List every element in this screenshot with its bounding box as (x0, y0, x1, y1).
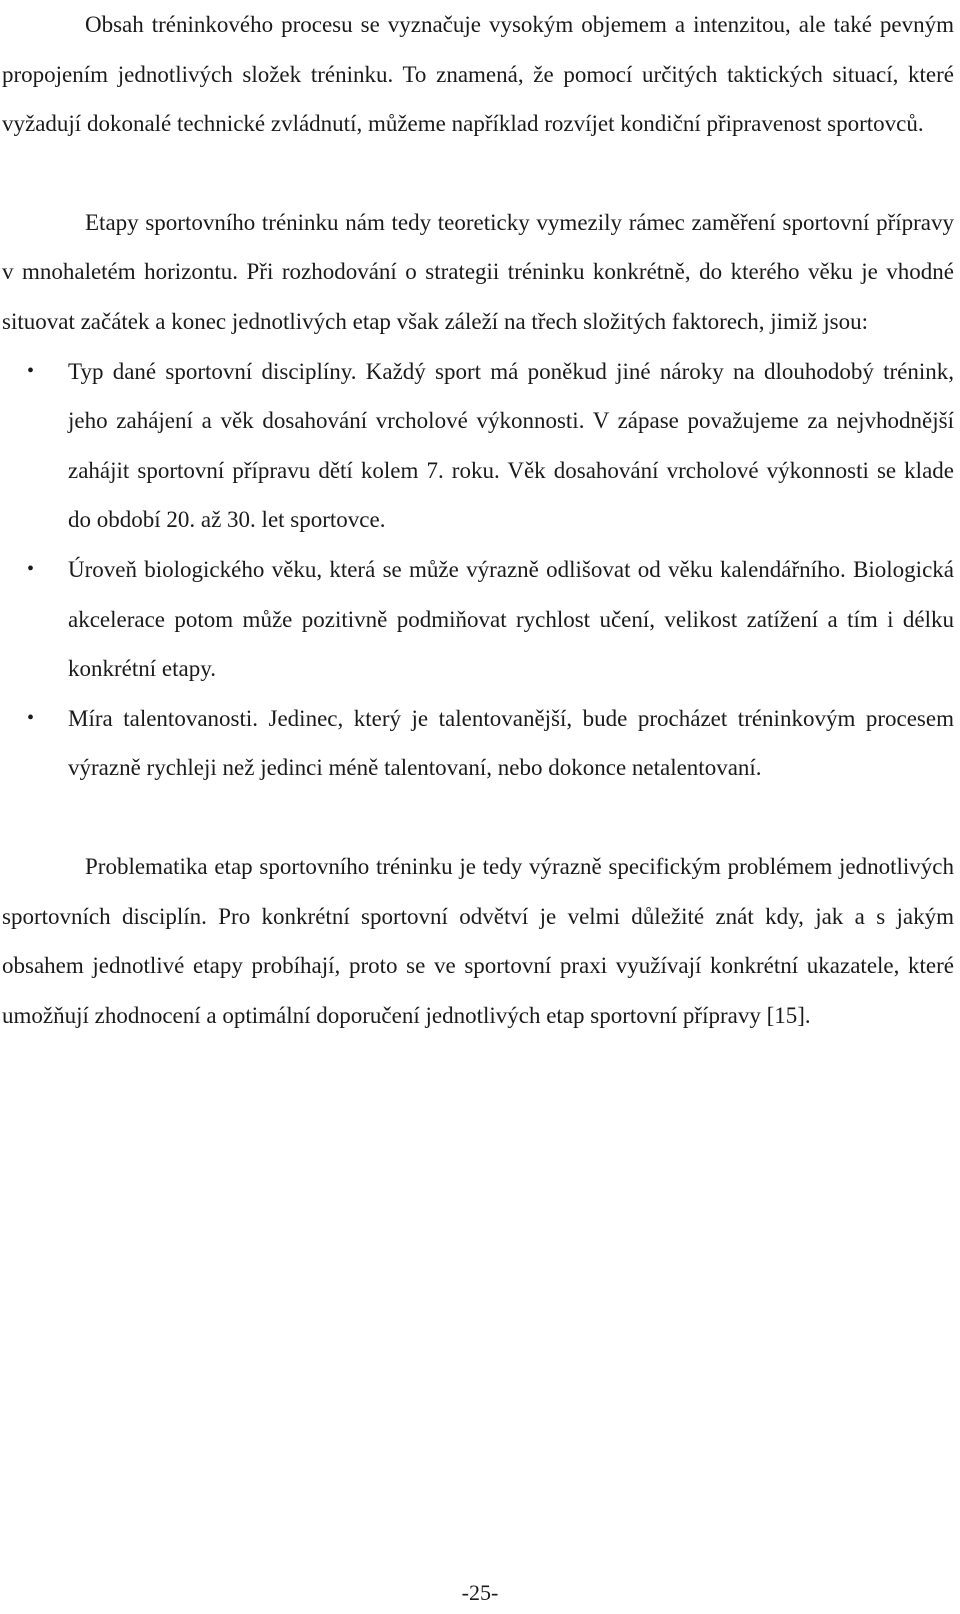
paragraph-spacer (2, 793, 954, 842)
list-item-text: Míra talentovanosti. Jedinec, který je talentovanější, bude procházet tréninkovým procesem výrazně rychleji než jedinci méně talentovaní, nebo dokonce netalentovaní. (68, 705, 954, 781)
list-item (2, 694, 954, 793)
factor-list (2, 347, 954, 793)
paragraph-training-content: Obsah tréninkového procesu se vyznačuje vysokým objemem a intenzitou, ale také pevným propojením jednotlivých složek tréninku. To znamená, že pomocí určitých taktických situací, které vyžadují dokonalé technické zvládnutí, můžeme například rozvíjet kondiční připravenost sportovců. (2, 12, 954, 137)
list-item-text: Úroveň biologického věku, která se může výrazně odlišovat od věku kalendářního. Biologická akcelerace potom může pozitivně podmiňovat rychlost učení, velikost zatížení a tím i délku konkrétní etapy. (68, 556, 954, 682)
paragraph-training-stages: Etapy sportovního tréninku nám tedy teoreticky vymezily rámec zaměření sportovní přípravy v mnohaletém horizontu. Při rozhodování o strategii tréninku konkrétně, do kterého věku je vhodné situovat začátek a konec jednotlivých etap však záleží na třech složitých faktorech, jimiž jsou: (2, 209, 954, 334)
page-number: -25- (461, 1580, 499, 1605)
list-item (2, 545, 954, 694)
list-item-text: Typ dané sportovní disciplíny. Každý sport má poněkud jiné nároky na dlouhodobý trénink, jeho zahájení a věk dosahování vrcholové výkonnosti. V zápase považujeme za nejvhodnější zahájit sportovní přípravu dětí kolem 7. roku. Věk dosahování vrcholové výkonnosti se klade do období 20. až 30. let sportovce. (68, 358, 954, 533)
paragraph-spacer (2, 149, 954, 198)
document-page (2, 0, 954, 1040)
bullet-icon: • (27, 557, 35, 580)
paragraph-problematics: Problematika etap sportovního tréninku je tedy výrazně specifickým problémem jednotlivých sportovních disciplín. Pro konkrétní sportovní odvětví je velmi důležité znát kdy, jak a s jakým obsahem jednotlivé etapy probíhají, proto se ve sportovní praxi využívají konkrétní ukazatele, které umožňují zhodnocení a optimální doporučení jednotlivých etap sportovní přípravy [15]. (2, 853, 954, 1028)
bullet-icon: • (27, 706, 35, 729)
bullet-icon: • (27, 359, 35, 382)
list-item (2, 347, 954, 545)
